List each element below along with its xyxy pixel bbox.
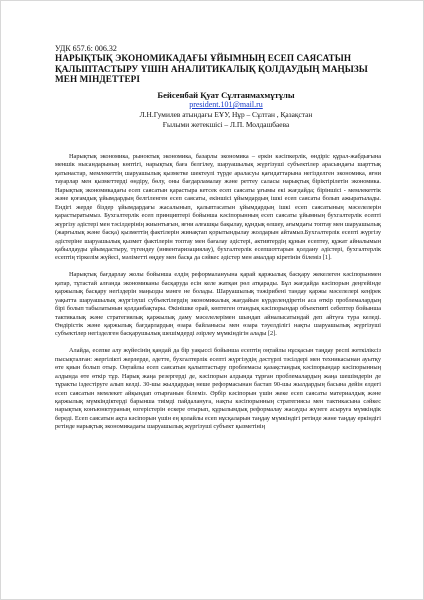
body-paragraph: Нарықтық экономика, рыноктық экономика, базарлы экономика – еркін кәсіпкерлік, өндіріс құрал-жабдығына меншік нысандарының көптігі, нарықтық баға белгілеу, шаруашылық жүргізуші субъектілер арасындағы шарттық қатынастар, мемлекеттің шаруашылық қызметке шектеулі түрде араласуы қағидаттарына негізделген экономика, яғни тауарлар мен қызметтерді өндіру, бөлу, оны бағдарламалау және реттеу саласы нарықтық біріктірілетін экономика. Нарықтық экономикадағы есеп саясатын қарастыра кетсек есеп саясаты ұғымы екі жағдайда; біріншісі - мемлекеттік және қоғамдық ұйымдардың белгіленген есеп саясаты, екіншісі ұйымдардың ішкі есеп саясаты болып ажыратылады. Ендігі жерде біздер ұйымдардағы жасалынып, қалыптасатын ұйымдардың ішкі есеп саясатының мәселелерін қарастыратымыз. Бухгалтерлік есеп принциптері бойынша кәсіпорынның есеп саясаты ұйымның бухгалтерлік есепті жүргізу әдістері мен тәсілдерінің жиынтығын, яғни алғашқы бақылау, құндық өлшеу, ағымдағы топтау мен шаруашылық (жарғылық және басқа) қызметтің фактілерін жинақтап қорытындылау жолдарын айтамыз.Бухгалтерлік есепті жүргізу әдістеріне шаруашылық қызмет фактілерін топтау мен бағалау әдістері, активтердің құнын есептеу, құжат айналымын қабылдауды ұйымдастыру, түгендеу (инвентаризациялау), бухгалтерлік есепшоттарын қолдану әдістері, бухгалтерлік есептің тіркелім жүйесі, мәліметті өңдеу мен басқа да сәйкес әдістер мен амалдар кіретінін білеміз [1].: [55, 153, 381, 262]
scientific-advisor: Ғылыми жетекшісі – Л.П. Молдашбаева: [162, 120, 290, 129]
body-paragraph: Нарықтық бағдарлау жолы бойынша елдің реформалануына қарай қаржылық басқару жекелеген кәсіпорынмен қатар, тұтастай алғанда экономиканы басқаруда есін келе жатқан рөл атқарады. Бұл жағдайда кәсіпорын деңгейінде қаржылық басқару негіздерін маңызды мәнге не болады. Шаруашылық тәжірибені тандау қаржы мәселелері кеңірек уақытта шаруашылық жүргізуші субъектілердің экономикалық жағдайын күрделендіретін аса өткір проблемалардың бірі болып табылатынын қолданбақтары. Өкінішке орай, көптеген отандық кәсіпорындар объективті себептер бойынша тактикалық және стратегиялық қаржылық даму мәселелерімен шындап айналысатындай деп айтуға тура келеді. Өндірістік және қаржылық бағдарлардың өзара байланысы мен өзара тәуелділігі нақты шаруашылық жүргізуші субъектілер негізделген басқарушылық шешімдерді әзірлеу мүмкіндігін алады [2].: [55, 271, 381, 338]
article-body: [55, 153, 381, 440]
author-affiliation: Л.Н.Гумилев атындағы ЕҰУ, Нұр – Сұлтан , Қазақстан: [139, 110, 313, 119]
title-line: НАРЫҚТЫҚ ЭКОНОМИКАДАҒЫ ҰЙЫМНЫҢ ЕСЕП САЯСАТЫН: [55, 53, 352, 63]
article-title: [55, 53, 385, 85]
body-paragraph: Алайда, есепке алу жүйесінің қандай да бір уақыссі бойынша есептің оңтайлы нұсқасын таңдау респі жеткіліксіз пысықталған: жергілікті жерлерде, әдетте, бухгалтерлік есепті жүргізудің дәстүрлі тәсілдері мен техникасынан ауытқу өте қиын болып отыр. Оңтайлы есеп саясатын қалыптастыру проблемасы қазақстандық кәсіпорындар кәсіпорынның алдында өте өткір тұр. Нарық жаңа резергерді де, кәсіпорын алдында тұрған проблемалардың жаңа шешімдерін де тұракты іздестіруге алып келді. 30-шы жылдардың неше реформасынан бастап 90-шы жылдардың басына дейін елдегі есеп саясатын мемлекет айқындап отырғанын білеміз. Әрбір кәсіпорын үшін жеке есеп саясаты материалдық және қаржылық мүмкіндіктерді барынша тиімді пайдалануға, нақты кәсіпорынның стратегиясы мен тактикасына сәйкес нарықтық конъюнктураның өзгерістерін ескере отырып, құрылымдық реформалау жасауды жүзеге асыруға мүмкіндік береді. Есеп саясатын ақта кәсіпорын үшін ең қолайлы есеп нұсқаларын таңдау мүмкіндігі ретінде және таңдау еркіндігі ретінде нарықтық экономикадағы шаруашылық жүргізуші субъект қызметінің: [55, 347, 381, 431]
title-line: МЕН МІНДЕТТЕРІ: [55, 74, 141, 84]
author-block: [61, 90, 391, 130]
author-email-link[interactable]: president.101@mail.ru: [189, 100, 263, 109]
author-name: Бейсенбай Қуат Сұлтанмахмұтұлы: [157, 90, 295, 100]
udc-code: УДК 657.6: 006.32: [55, 44, 117, 53]
title-line: ҚАЛЫПТАСТЫРУ ҮШІН АНАЛИТИКАЛЫҚ ҚОЛДАУДЫҢ МАҢЫЗЫ: [55, 63, 368, 74]
